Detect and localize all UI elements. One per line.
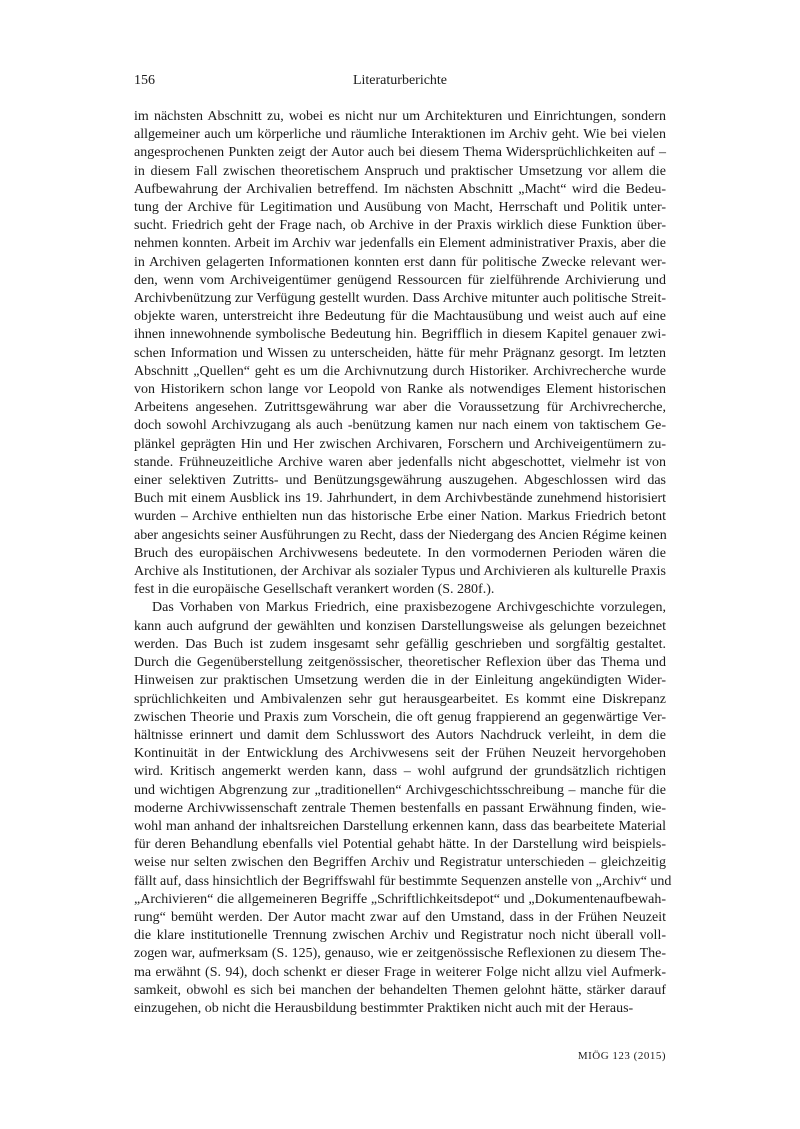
text-line: weise nur selten zwischen den Begriffen Archiv und Registratur unterschieden – gleichzeitig xyxy=(134,855,666,871)
text-line: Archivbenützung zur Verfügung gestellt wurden. Dass Archive mitunter auch politische Streit- xyxy=(134,291,666,307)
text-line: doch sowohl Archivzugang als auch -benützung kamen nur nach einem von taktischem Ge- xyxy=(134,418,666,434)
text-line: objekte waren, unterstreicht ihre Bedeutung für die Machtausübung und weist auch auf eine xyxy=(134,309,666,325)
text-line: ma erwähnt (S. 94), doch schenkt er dieser Frage in weiterer Folge nicht allzu viel Aufmerk- xyxy=(134,964,666,980)
text-line: zwischen Theorie und Praxis zum Vorschein, die oft genug frappierend an gegenwärtige Ver- xyxy=(134,709,666,725)
text-line: zogen war, aufmerksam (S. 125), genauso, wie er zeitgenössische Reflexionen zu diesem The- xyxy=(134,946,666,962)
text-line: Das Vorhaben von Markus Friedrich, eine praxisbezogene Archivgeschichte vorzulegen, xyxy=(152,600,666,616)
text-line: Aufbewahrung der Archivalien betreffend. Im nächsten Abschnitt „Macht“ wird die Bedeu- xyxy=(134,181,666,197)
paragraph xyxy=(134,599,672,1018)
text-line: im nächsten Abschnitt zu, wobei es nicht nur um Architekturen und Einrichtungen, sondern xyxy=(134,109,666,124)
text-line: sprüchlichkeiten und Ambivalenzen sehr gut herausgearbeitet. Es kommt eine Diskrepanz xyxy=(134,691,666,707)
text-line: stande. Frühneuzeitliche Archive waren aber jedenfalls nicht abgeschottet, vielmehr ist von xyxy=(134,454,666,470)
text-line: Hinweisen zur praktischen Umsetzung werden die in der Einleitung angekündigten Wider- xyxy=(134,673,666,689)
text-line: ihnen innewohnende symbolische Bedeutung hin. Begrifflich in diesem Kapitel genauer zwi- xyxy=(134,327,666,343)
text-line: allgemeiner auch um körperliche und räumliche Interaktionen im Archiv geht. Wie bei vielen xyxy=(134,127,666,143)
text-line: für deren Behandlung ebenfalls viel Potential gehabt hätte. In der Darstellung wird beispiels- xyxy=(134,837,666,853)
text-line: nehmen konnten. Arbeit im Archiv war jedenfalls ein Element administrativer Praxis, aber die xyxy=(134,236,666,252)
text-line: sucht. Friedrich geht der Frage nach, ob Archive in der Praxis wirklich diese Funktion über- xyxy=(134,218,666,234)
text-line: und wichtigen Abgrenzung zur „traditionellen“ Archivgeschichtsschreibung – manche für die xyxy=(134,782,666,798)
text-line: Bruch des europäischen Archivwesens bedeutete. In den vormodernen Perioden wären die xyxy=(134,545,666,561)
text-line: tung der Archive für Legitimation und Ausübung von Macht, Herrschaft und Politik unter- xyxy=(134,200,666,216)
text-line: kann auch aufgrund der gewählten und konzisen Darstellungsweise als gelungen bezeichnet xyxy=(134,618,666,634)
text-line: Abschnitt „Quellen“ geht es um die Archivnutzung durch Historiker. Archivrecherche wurde xyxy=(134,363,666,379)
text-line: angesprochenen Punkten zeigt der Autor auch bei diesem Thema Widersprüchlichkeiten auf – xyxy=(134,145,666,161)
text-line: moderne Archivwissenschaft zentrale Themen bestenfalls en passant Erwähnung finden, wie- xyxy=(134,800,666,816)
text-line: fest in die europäische Gesellschaft verankert worden (S. 280f.). xyxy=(134,582,495,598)
body-text xyxy=(134,108,672,1018)
text-line: Kontinuität in der Entwicklung des Archivwesens seit der Frühen Neuzeit hervorgehoben xyxy=(134,746,666,762)
running-title: Literaturberichte xyxy=(352,73,448,88)
text-line: in Archiven gelagerten Informationen konnten erst dann für politische Zwecke relevant wer- xyxy=(134,254,666,270)
text-line: schen Information und Wissen zu unterscheiden, hätte für mehr Prägnanz gesorgt. Im letzten xyxy=(134,345,666,361)
text-line: wurden – Archive enthielten nun das historische Erbe einer Nation. Markus Friedrich betont xyxy=(134,509,666,525)
page-number: 156 xyxy=(134,73,155,88)
text-line: einer selektiven Zutritts- und Benützungsgewährung auszugehen. Abgeschlossen wird das xyxy=(134,473,666,489)
page-header xyxy=(134,73,666,93)
text-line: hältnisse erinnert und damit dem Schlusswort des Autors Nachdruck verleiht, in dem die xyxy=(134,727,666,743)
text-line: rung“ bemüht werden. Der Autor macht zwar auf den Umstand, dass in der Frühen Neuzeit xyxy=(134,909,666,925)
text-line: wohl man anhand der inhaltsreichen Darstellung erkennen kann, dass das bearbeitete Material xyxy=(134,818,666,834)
text-line: einzugehen, ob nicht die Herausbildung bestimmter Praktiken nicht auch mit der Heraus- xyxy=(134,1000,634,1016)
journal-footer: MIÖG 123 (2015) xyxy=(577,1050,666,1062)
text-line: Buch mit einem Ausblick ins 19. Jahrhundert, in dem Archivbestände zunehmend historisiert xyxy=(134,491,666,507)
paragraph xyxy=(134,108,666,599)
text-line: „Archivieren“ die allgemeineren Begriffe „Schriftlichkeitsdepot“ und „Dokumentenaufbewah- xyxy=(134,891,666,907)
text-line: aber angesichts seiner Ausführungen zu Recht, dass der Niedergang des Ancien Régime keinen xyxy=(134,527,667,543)
text-line: Archive als Institutionen, der Archivar als sozialer Typus und Archivieren als kulturelle Praxis xyxy=(134,564,666,580)
text-line: Durch die Gegenüberstellung zeitgenössischer, theoretischer Reflexion über das Thema und xyxy=(134,655,666,671)
text-line: die klare institutionelle Trennung zwischen Archiv und Registratur noch nicht überall voll- xyxy=(134,928,666,944)
text-line: plänkel geprägten Hin und Her zwischen Archivaren, Forschern und Archiveigentümern zu- xyxy=(134,436,666,452)
text-line: in diesem Fall zwischen theoretischem Anspruch und praktischer Umsetzung vor allem die xyxy=(134,163,666,179)
text-line: den, wenn vom Archiveigentümer genügend Ressourcen für zielführende Archivierung und xyxy=(134,272,666,288)
text-line: fällt auf, dass hinsichtlich der Begriffswahl für bestimmte Sequenzen anstelle von „Archiv“ und xyxy=(134,873,672,889)
text-line: von Historikern schon lange vor Leopold von Ranke als notwendiges Element historischen xyxy=(134,382,666,398)
text-line: werden. Das Buch ist zudem insgesamt sehr gefällig geschrieben und sorgfältig gestaltet. xyxy=(134,636,666,652)
text-line: Arbeitens angesehen. Zutrittsgewährung war aber die Voraussetzung für Archivrecherche, xyxy=(134,400,666,416)
text-line: samkeit, obwohl es sich bei manchen der behandelten Themen gelohnt hätte, stärker darauf xyxy=(134,982,666,998)
text-line: wird. Kritisch angemerkt werden kann, dass – wohl aufgrund der grundsätzlich richtigen xyxy=(134,764,666,780)
